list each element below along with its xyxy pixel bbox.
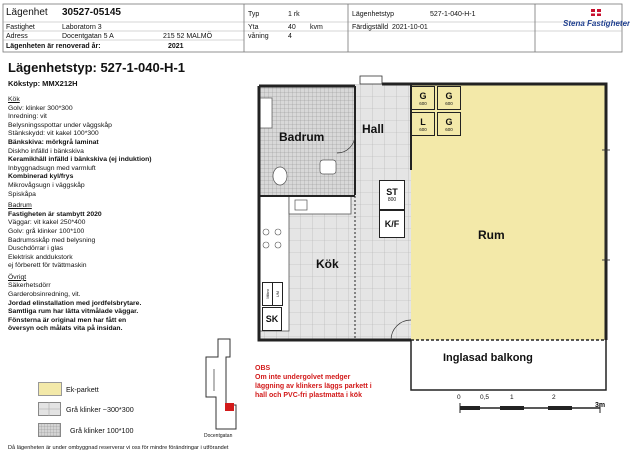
spec-item: Stänkskydd: vit kakel 100*300	[8, 130, 99, 138]
scale-tick: 0	[457, 394, 461, 401]
postort-value: 215 52 MALMÖ	[163, 33, 213, 40]
room-label-hall: Hall	[362, 122, 385, 136]
page-title: Lägenhetstyp: 527-1-040-H-1	[8, 60, 185, 75]
spec-item: Golv: klinker 300*300	[8, 104, 73, 112]
spec-item: Spiskåpa	[8, 190, 36, 198]
adress-label: Adress	[6, 33, 28, 40]
legend-label: Grå klinker ~300*300	[66, 405, 134, 414]
yta-unit: kvm	[310, 24, 323, 31]
entrance-door	[360, 76, 382, 84]
room-label-balkong: Inglasad balkong	[443, 352, 533, 364]
spec-item: Duschdörrar i glas	[8, 245, 64, 253]
vaning-label: våning	[248, 33, 269, 40]
wardrobe-width: 600	[419, 100, 427, 106]
key-map	[196, 335, 246, 445]
room-label-rum: Rum	[478, 228, 505, 242]
fastighet-label: Fastighet	[6, 24, 35, 31]
pantry-cabinet	[262, 307, 282, 331]
wardrobe-type: G	[445, 90, 453, 101]
fastighet-value: Laboratorn 3	[62, 24, 102, 31]
mikro-label: Mikro	[265, 289, 270, 299]
st-width: 800	[387, 197, 397, 203]
spec-item: Bänkskiva: mörkgrå laminat	[8, 138, 99, 146]
renoverad-label: Lägenheten är renoverad år:	[6, 43, 101, 50]
obs-line: hall och PVC-fri plastmatta i kök	[255, 392, 362, 399]
kf-label: K/F	[384, 219, 400, 229]
oven-cabinet	[272, 282, 283, 306]
lghtyp-label: Lägenhetstyp	[352, 11, 395, 18]
kokstyp: Kökstyp: MMX212H	[8, 79, 78, 88]
adress-value: Docentgatan 5 A	[62, 33, 114, 40]
section-heading: Badrum	[8, 202, 32, 210]
wardrobe	[411, 112, 435, 136]
toilet	[273, 167, 287, 185]
scale-tick: 3m	[595, 402, 606, 409]
yta-value: 40	[288, 24, 296, 31]
spec-item: Fastigheten är stambytt 2020	[8, 210, 102, 218]
scale-tick: 0,5	[480, 394, 490, 401]
fardig-value: 2021-10-01	[392, 24, 428, 31]
spec-item: ej förberett för tvättmaskin	[8, 262, 87, 270]
section-heading: Övrigt	[8, 273, 27, 281]
spec-item: Samtliga rum har lätta vitmålade väggar.	[8, 308, 139, 316]
spec-item: Inredning: vit	[8, 113, 47, 121]
spec-item: Elektrisk anddukstork	[8, 253, 73, 261]
room-label-kok: Kök	[316, 257, 339, 271]
wardrobe	[411, 86, 435, 110]
spec-item: Diskho infälld i bänkskiva	[8, 147, 84, 155]
storage-cabinet	[379, 180, 405, 210]
typ-value: 1 rk	[288, 11, 300, 18]
footer-note: Då lägenheten är under ombyggnad reserverar vi oss för mindre förändringar i utförandet	[8, 445, 229, 451]
lagenhet-label: Lägenhet	[6, 7, 48, 18]
wardrobe-width: 600	[419, 126, 427, 132]
stena-logo-icon	[588, 8, 604, 18]
spec-item: Väggar: vit kakel 250*400	[8, 219, 86, 227]
wardrobe-type: G	[445, 116, 453, 127]
spec-item: Fönsterna är original men har fått en	[8, 316, 127, 324]
spec-item: Jordad elinstallation med jordfelsbrytare.	[8, 299, 142, 307]
obs-line: läggning av klinkers läggs parkett i	[255, 383, 372, 390]
legend-swatch-parkett	[38, 382, 62, 396]
wardrobe-type: L	[420, 116, 426, 127]
spec-item: Golv: grå klinker 100*100	[8, 227, 85, 235]
spec-item: översyn och målats vita på insidan.	[8, 325, 123, 333]
washbasin	[320, 160, 336, 174]
obs-line: OBS	[255, 365, 271, 372]
spec-item: Mikrovågsugn i väggskåp	[8, 181, 85, 189]
spec-item: Garderobsinredning, vit.	[8, 291, 81, 299]
scale-tick: 1	[510, 394, 514, 401]
legend-swatch-klinker-100	[38, 423, 61, 437]
spec-item: Belysningsspottar under väggskåp	[8, 121, 112, 129]
scale-tick: 2	[552, 394, 556, 401]
wardrobe	[437, 86, 461, 110]
obs-note	[255, 364, 415, 400]
st-label: ST	[386, 187, 398, 197]
ugn-label: UM	[275, 290, 280, 298]
brand-name: Stena Fastigheter	[563, 19, 630, 28]
legend-label: Grå klinker 100*100	[70, 426, 134, 435]
wardrobe-width: 600	[445, 126, 453, 132]
wardrobe	[437, 112, 461, 136]
vaning-value: 4	[288, 33, 292, 40]
lghtyp-value: 527-1-040-H-1	[430, 11, 476, 18]
sk-label: SK	[265, 314, 279, 324]
wardrobe-type: G	[419, 90, 427, 101]
legend-label: Ek-parkett	[66, 385, 99, 394]
kitchen-counter-top	[289, 196, 351, 214]
legend-swatch-klinker-300	[38, 402, 61, 416]
scale-bar	[455, 401, 605, 415]
spec-item: Keramikhäll infälld i bänkskiva (ej induktion)	[8, 156, 152, 164]
shower	[260, 98, 272, 128]
section-heading: Kök	[8, 96, 20, 103]
lagenhet-value: 30527-05145	[62, 7, 121, 18]
fridge-freezer	[379, 210, 405, 238]
spec-list	[8, 96, 240, 334]
spec-item: Kombinerad kyl/frys	[8, 173, 74, 181]
typ-label: Typ	[248, 11, 260, 18]
room-label-badrum: Badrum	[279, 130, 325, 144]
obs-line: Om inte undergolvet medger	[255, 374, 351, 381]
renoverad-value: 2021	[168, 43, 184, 50]
keymap-label: Docentgatan	[204, 433, 233, 439]
fardig-label: Färdigställd	[352, 24, 389, 31]
wardrobe-width: 600	[445, 100, 453, 106]
spec-item: Säkerhetsdörr	[8, 282, 51, 290]
spec-item: Badrumsskåp med belysning	[8, 236, 96, 244]
yta-label: Yta	[248, 24, 259, 31]
spec-item: Inbyggnadsugn med varmluft	[8, 164, 96, 172]
